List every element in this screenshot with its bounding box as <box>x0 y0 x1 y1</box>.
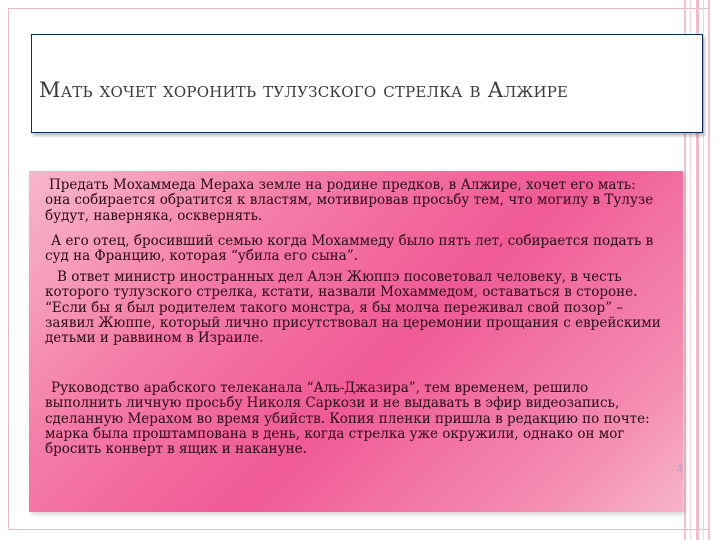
paragraph-4: Руководство арабского телеканала “Аль-Джазира”, тем временем, решило выполнить личную просьбу Николя Саркози и не выдавать в эфир видеозапись, сделанную Мерахом во время убийств. Копия пленки пришла в редакцию по почте: марка была проштампована в день, когда стрелка уже окружили, однако он мог бросить конверт в ящик и накануне. <box>45 380 650 458</box>
page-number: 4 <box>676 462 684 476</box>
content-box <box>29 171 683 512</box>
title-box <box>31 34 703 133</box>
paragraph-3: В ответ министр иностранных дел Алэн Жюппэ посоветовал человеку, в честь которого тулузского стрелка, кстати, назвали Мохаммедом, оставаться в стороне. “Если бы я был родителем такого монстра, я бы молча переживал свой позор” – заявил Жюппе, который лично присутствовал на церемонии прощания с еврейскими детьми и раввином в Израиле. <box>45 269 661 347</box>
paragraph-2: А его отец, бросивший семью когда Мохаммеду было пять лет, собирается подать в суд на Францию, которая “убила его сына”. <box>45 233 654 265</box>
slide-title: Мать хочет хоронить тулузского стрелка в Алжире <box>39 78 569 102</box>
decorative-stripe <box>708 0 710 540</box>
paragraph-1: Предать Мохаммеда Мераха земле на родине предков, в Алжире, хочет его мать: она собирается обратится к властям, мотивировав просьбу тем, что могилу в Тулузе будут, наверняка, осквернять. <box>45 177 654 224</box>
decorative-stripe <box>703 0 704 540</box>
